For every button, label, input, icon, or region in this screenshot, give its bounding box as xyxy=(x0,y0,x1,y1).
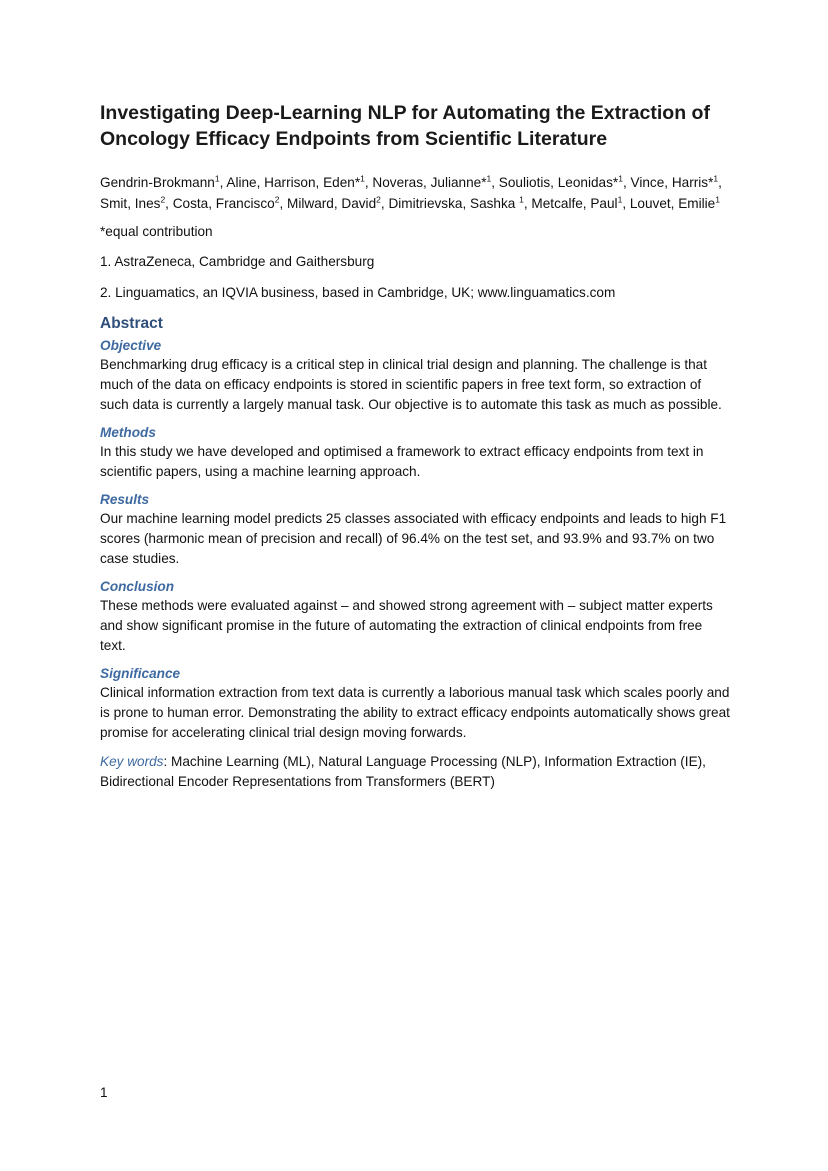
methods-heading: Methods xyxy=(100,425,156,440)
author-segment: Gendrin-Brokmann xyxy=(100,175,215,190)
conclusion-text: These methods were evaluated against – and showed strong agreement with – subject matter experts and show significant promise in the future of automating the extraction of clinical endpoints from free text. xyxy=(100,598,713,653)
author-segment: , Metcalfe, Paul xyxy=(523,196,618,211)
significance-text: Clinical information extraction from text data is currently a laborious manual task which scales poorly and is prone to human error. Demonstrating the ability to extract efficacy endpoints automatically shows great promise for accelerating clinical trial design moving forwards. xyxy=(100,685,730,740)
keywords-label: Key words xyxy=(100,754,164,769)
objective-heading: Objective xyxy=(100,338,162,353)
author-segment: , Costa, Francisco xyxy=(165,196,275,211)
paper-page xyxy=(100,100,730,792)
keywords-text: : Machine Learning (ML), Natural Language Processing (NLP), Information Extraction (IE), Bidirectional Encoder Representations from Transformers (BERT) xyxy=(100,754,706,789)
affiliation-marker: 1 xyxy=(519,194,524,205)
objective-text: Benchmarking drug efficacy is a critical step in clinical trial design and planning. The challenge is that much of the data on efficacy endpoints is stored in scientific papers in free text form, so extraction of such data is currently a largely manual task. Our objective is to automate this task as much as possible. xyxy=(100,357,722,412)
author-segment: , Souliotis, Leonidas* xyxy=(491,175,619,190)
paper-title: Investigating Deep-Learning NLP for Automating the Extraction of Oncology Efficacy Endpoints from Scientific Literature xyxy=(100,102,710,150)
author-segment: , Smit, Ines xyxy=(100,175,722,211)
affiliation-marker: 2 xyxy=(274,194,280,205)
author-segment: , Louvet, Emilie xyxy=(622,196,716,211)
significance-heading: Significance xyxy=(100,666,181,681)
affiliation-marker: 1 xyxy=(360,173,365,184)
affiliation-marker: 1 xyxy=(486,173,492,184)
page-number: 1 xyxy=(100,1085,108,1100)
author-segment: , Noveras, Julianne* xyxy=(364,175,487,190)
author-segment: , Milward, David xyxy=(279,196,377,211)
conclusion-heading: Conclusion xyxy=(100,579,175,594)
author-segment: , Dimitrievska, Sashka xyxy=(380,196,520,211)
keywords xyxy=(100,752,730,792)
abstract xyxy=(100,314,730,792)
author-list xyxy=(100,172,730,214)
author-segment: , Vince, Harris* xyxy=(622,175,714,190)
equal-contribution-note: *equal contribution xyxy=(100,224,213,239)
affiliation-2: 2. Linguamatics, an IQVIA business, based in Cambridge, UK; www.linguamatics.com xyxy=(100,285,616,300)
affiliation-marker: 1 xyxy=(618,173,623,184)
results-heading: Results xyxy=(100,492,150,507)
affiliation-marker: 1 xyxy=(214,173,220,184)
affiliation-marker: 2 xyxy=(160,194,166,205)
affiliation-marker: 1 xyxy=(713,173,719,184)
results-text: Our machine learning model predicts 25 classes associated with efficacy endpoints and leads to high F1 scores (harmonic mean of precision and recall) of 96.4% on the test set, and 93.9% and 93.7% on two case studies. xyxy=(100,511,727,566)
methods-text: In this study we have developed and optimised a framework to extract efficacy endpoints from text in scientific papers, using a machine learning approach. xyxy=(100,444,704,479)
abstract-heading: Abstract xyxy=(100,315,163,332)
affiliation-1: 1. AstraZeneca, Cambridge and Gaithersburg xyxy=(100,254,375,269)
affiliation-marker: 2 xyxy=(376,194,381,205)
author-segment: , Aline, Harrison, Eden* xyxy=(219,175,361,190)
affiliation-marker: 1 xyxy=(715,194,720,205)
affiliation-marker: 1 xyxy=(617,194,623,205)
